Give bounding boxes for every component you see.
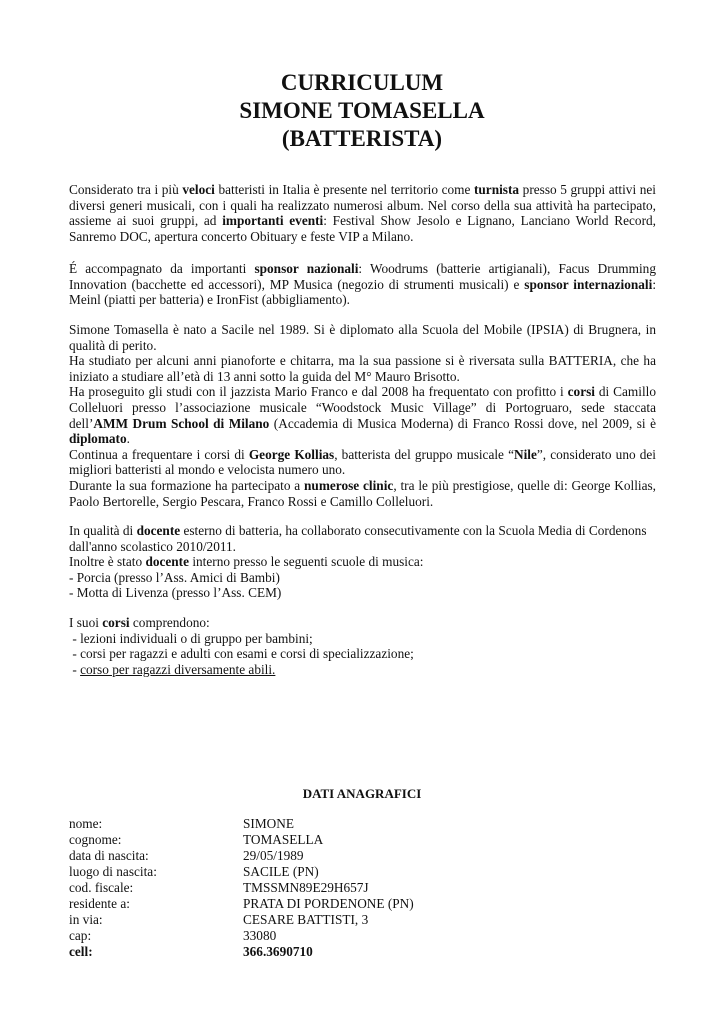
bold-text: turnista [473,182,520,197]
text: I suoi [69,615,103,630]
field-value: SACILE (PN) [243,864,319,879]
field-label: cod. fiscale: [69,880,134,895]
text: , tra le più prestigiose, quelle di: George Kollias, Paolo Bertorelle, Sergio Pescara, Franco Rossi e Camillo Colleluori. [69,477,656,509]
text: : Festival Show Jesolo e Lignano, Lanciano World Record, Sanremo DOC, apertura concerto Obituary e feste VIP a Milano. [69,213,656,244]
bold-text: AMM Drum School di Milano [93,415,270,431]
bold-text: Nile [514,446,537,462]
text: Considerato tra i più [69,182,183,197]
bold-text: George Kollias [248,446,335,462]
text: batteristi in Italia è presente nel territorio come [214,182,474,197]
field-value: 33080 [243,928,277,943]
courses-paragraph [69,615,656,677]
field-label: luogo di nascita: [69,864,157,879]
school-list-item: - Motta di Livenza (presso l’Ass. CEM) [69,585,282,601]
text: Durante la sua formazione ha partecipato a [69,477,305,493]
bio-sentence: Ha studiato per alcuni anni pianoforte e chitarra, ma la sua passione si è riversata sulla BATTERIA, che ha iniziato a studiare all’età di 13 anni sotto la guida del M° Mauro Brisotto. [69,353,656,384]
field-value: PRATA DI PORDENONE (PN) [243,896,414,911]
bold-text: sponsor nazionali [254,261,359,276]
text: In qualità di [69,523,137,538]
text: esterno di batteria, ha collaborato consecutivamente con la Scuola Media di Cordenons dall'anno scolastico 2010/2011. [69,523,647,554]
bold-text: numerose clinic [304,477,394,493]
school-list-item: - Porcia (presso l’Ass. Amici di Bambi) [69,569,280,585]
text: interno presso le seguenti scuole di musica: [189,554,424,570]
text: Ha proseguito gli studi con il jazzista Mario Franco e dal 2008 ha frequentato con profitto i [69,384,568,400]
text: . [126,431,130,447]
text: Continua a frequentare i corsi di [69,446,249,462]
bold-text: corsi [567,384,595,400]
underlined-text: corso per ragazzi diversamente abili. [80,661,276,677]
field-value: CESARE BATTISTI, 3 [243,912,369,927]
field-value: SIMONE [243,816,294,831]
bold-text: docente [136,523,181,538]
text: Inoltre è stato [69,554,146,570]
title-line-2: SIMONE TOMASELLA [239,98,485,123]
field-label: nome: [69,816,103,831]
bold-text: diplomato [69,431,127,447]
field-label: in via: [69,912,103,927]
text: comprendono: [129,615,210,630]
bold-text: veloci [182,182,215,197]
text: presso 5 gruppi attivi nei diversi generi musicali, con i quali ha realizzato numerosi album. Nel corso della sua attività ha partecipato, assieme ai suoi gruppi, ad [69,182,656,229]
bio-sentence: Simone Tomasella è nato a Sacile nel 1989. Si è diplomato alla Scuola del Mobile (IPSIA) di Brugnera, in qualità di perito. [69,322,656,353]
biography-paragraph [69,322,656,509]
course-list-item: - lezioni individuali o di gruppo per bambini; [69,630,313,646]
field-value: 29/05/1989 [243,848,304,863]
bold-text: importanti eventi [222,213,324,229]
title-line-3: (BATTERISTA) [281,126,443,151]
bold-text: sponsor internazionali [524,276,653,292]
field-value: 366.3690710 [243,944,313,959]
sponsor-paragraph [69,261,656,308]
intro-paragraph [69,182,656,244]
bold-text: docente [145,554,190,570]
field-label: residente a: [69,896,130,911]
text: - [69,661,81,677]
field-label: cognome: [69,832,122,847]
field-label: data di nascita: [69,848,149,863]
text: : Meinl (piatti per batteria) e IronFist (abbigliamento). [69,276,657,308]
field-label: cap: [69,928,92,943]
personal-data-heading: DATI ANAGRAFICI [302,786,422,801]
bold-text: corsi [102,615,130,630]
course-list-item: - corsi per ragazzi e adulti con esami e corsi di specializzazione; [69,646,414,662]
text: (Accademia di Musica Moderna) di Franco Rossi dove, nel 2009, si è [269,415,656,431]
title-line-1: CURRICULUM [280,70,444,95]
field-label: cell: [69,944,93,959]
text: ”, considerato uno dei migliori batteristi al mondo e velocista numero uno. [69,446,656,478]
teaching-paragraph [69,523,656,601]
field-value: TMSSMN89E29H657J [243,880,369,895]
text: , batterista del gruppo musicale “ [334,446,514,462]
field-value: TOMASELLA [243,832,324,847]
text: : Woodrums (batterie artigianali), Facus Drumming Innovation (bacchette ed accessori), MP Musica (negozio di strumenti musicali) e [69,261,656,292]
text: É accompagnato da importanti [69,261,255,276]
text: di Camillo Colleluori presso l’associazione musicale “Woodstock Music Village” di Portogruaro, sede staccata dell’ [69,384,656,431]
